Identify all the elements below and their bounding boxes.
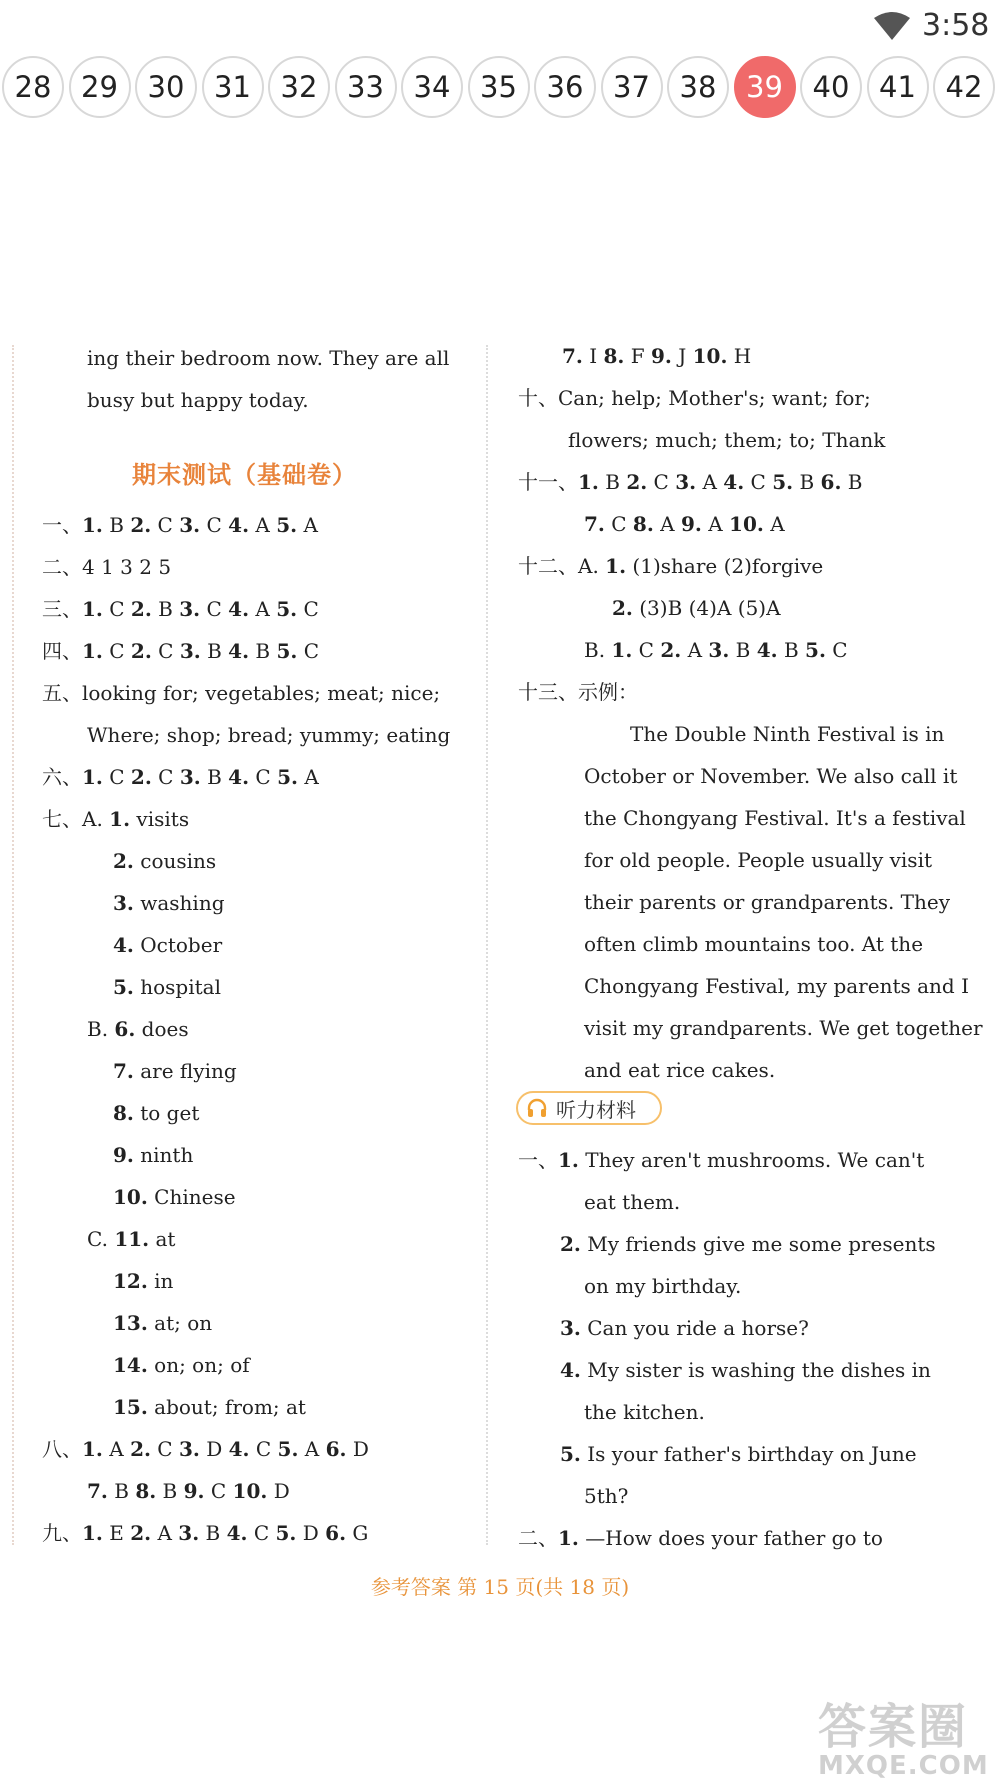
answer-line: 七、A. 1. visits <box>42 807 190 831</box>
text-line: busy but happy today. <box>87 388 309 412</box>
answer-line: 8. to get <box>113 1101 200 1125</box>
page-tab-40[interactable]: 40 <box>800 56 862 118</box>
answer-line: 7. are flying <box>113 1059 237 1083</box>
listening-material-tag <box>516 1091 662 1125</box>
answer-line: 7. C 8. A 9. A 10. A <box>584 512 785 536</box>
page-tab-34[interactable]: 34 <box>401 56 463 118</box>
script-line: 5th? <box>584 1484 629 1508</box>
watermark-url: MXQE.COM <box>818 1751 989 1781</box>
tag-label: 听力材料 <box>556 1097 636 1122</box>
answer-line: 4. October <box>113 933 223 957</box>
page-tab-28[interactable]: 28 <box>2 56 64 118</box>
essay-line: visit my grandparents. We get together <box>584 1016 983 1040</box>
answer-line: 一、1. B 2. C 3. C 4. A 5. A <box>42 513 318 537</box>
answer-line: flowers; much; them; to; Thank <box>568 428 886 452</box>
watermark-logo: 答案圈 <box>818 1699 969 1755</box>
script-line: 4. My sister is washing the dishes in <box>560 1358 931 1382</box>
section-title: 期末测试（基础卷） <box>132 461 357 489</box>
answer-line: C. 11. at <box>87 1227 176 1251</box>
answer-line: 四、1. C 2. C 3. B 4. B 5. C <box>42 639 320 663</box>
essay-line: for old people. People usually visit <box>584 848 933 872</box>
answer-line: 12. in <box>113 1269 174 1293</box>
essay-line: October or November. We also call it <box>584 764 958 788</box>
page-tab-39[interactable]: 39 <box>734 56 796 118</box>
answer-line: 3. washing <box>113 891 225 915</box>
page-tab-38[interactable]: 38 <box>667 56 729 118</box>
answer-line: 2. cousins <box>113 849 217 873</box>
answer-line: Where; shop; bread; yummy; eating <box>87 723 451 747</box>
essay-line: often climb mountains too. At the <box>584 932 924 956</box>
answer-line: 二、4 1 3 2 5 <box>42 555 172 579</box>
answer-line: 14. on; on; of <box>113 1353 250 1377</box>
status-time: 3:58 <box>922 8 990 43</box>
page-tab-41[interactable]: 41 <box>867 56 929 118</box>
left-margin-line <box>12 345 14 1545</box>
watermark <box>818 1688 989 1781</box>
answer-line: 五、looking for; vegetables; meat; nice; <box>42 681 441 705</box>
page-footer: 参考答案 第 15 页(共 18 页) <box>370 1575 630 1599</box>
answer-line: 9. ninth <box>113 1143 194 1167</box>
wifi-icon <box>872 12 912 42</box>
page-tab-35[interactable]: 35 <box>468 56 530 118</box>
answer-line: 三、1. C 2. B 3. C 4. A 5. C <box>42 597 319 621</box>
status-bar <box>0 0 1000 52</box>
script-line: 一、1. They aren't mushrooms. We can't <box>518 1148 925 1172</box>
answer-line: 九、1. E 2. A 3. B 4. C 5. D 6. G <box>42 1521 369 1545</box>
column-divider <box>486 345 488 1545</box>
script-line: on my birthday. <box>584 1274 742 1298</box>
essay-line: and eat rice cakes. <box>584 1058 776 1082</box>
answer-line: 十二、A. 1. (1)share (2)forgive <box>518 554 824 578</box>
page-tab-32[interactable]: 32 <box>268 56 330 118</box>
answer-line: 5. hospital <box>113 975 221 999</box>
script-line: 3. Can you ride a horse? <box>560 1316 809 1340</box>
page-tab-36[interactable]: 36 <box>534 56 596 118</box>
page-tab-42[interactable]: 42 <box>933 56 995 118</box>
script-line: eat them. <box>584 1190 681 1214</box>
page-tabs <box>2 56 998 122</box>
page-tab-31[interactable]: 31 <box>202 56 264 118</box>
script-line: the kitchen. <box>584 1400 705 1424</box>
page-tab-37[interactable]: 37 <box>601 56 663 118</box>
essay-line: Chongyang Festival, my parents and I <box>584 974 969 998</box>
page-tab-33[interactable]: 33 <box>335 56 397 118</box>
essay-line: their parents or grandparents. They <box>584 890 951 914</box>
answer-line: 十、Can; help; Mother's; want; for; <box>518 386 871 410</box>
essay-line: the Chongyang Festival. It's a festival <box>584 806 966 830</box>
essay-line: The Double Ninth Festival is in <box>630 722 945 746</box>
answer-line: 2. (3)B (4)A (5)A <box>612 596 781 620</box>
answer-line: 八、1. A 2. C 3. D 4. C 5. A 6. D <box>42 1437 369 1461</box>
answer-line: 7. B 8. B 9. C 10. D <box>87 1479 290 1503</box>
script-line: 2. My friends give me some presents <box>560 1232 936 1256</box>
answer-line: 十一、1. B 2. C 3. A 4. C 5. B 6. B <box>518 470 863 494</box>
answer-line: 十三、示例： <box>518 680 638 704</box>
answer-line: 7. I 8. F 9. J 10. H <box>562 344 752 368</box>
script-line: 二、1. —How does your father go to <box>518 1526 883 1550</box>
answer-line: 10. Chinese <box>113 1185 236 1209</box>
answer-line: B. 1. C 2. A 3. B 4. B 5. C <box>584 638 848 662</box>
headphones-icon <box>526 1097 548 1119</box>
script-line: 5. Is your father's birthday on June <box>560 1442 917 1466</box>
answer-line: B. 6. does <box>87 1017 189 1041</box>
answer-line: 13. at; on <box>113 1311 213 1335</box>
answer-line: 15. about; from; at <box>113 1395 306 1419</box>
text-line: ing their bedroom now. They are all <box>87 346 450 370</box>
page-tab-29[interactable]: 29 <box>69 56 131 118</box>
page-tab-30[interactable]: 30 <box>135 56 197 118</box>
answer-line: 六、1. C 2. C 3. B 4. C 5. A <box>42 765 319 789</box>
